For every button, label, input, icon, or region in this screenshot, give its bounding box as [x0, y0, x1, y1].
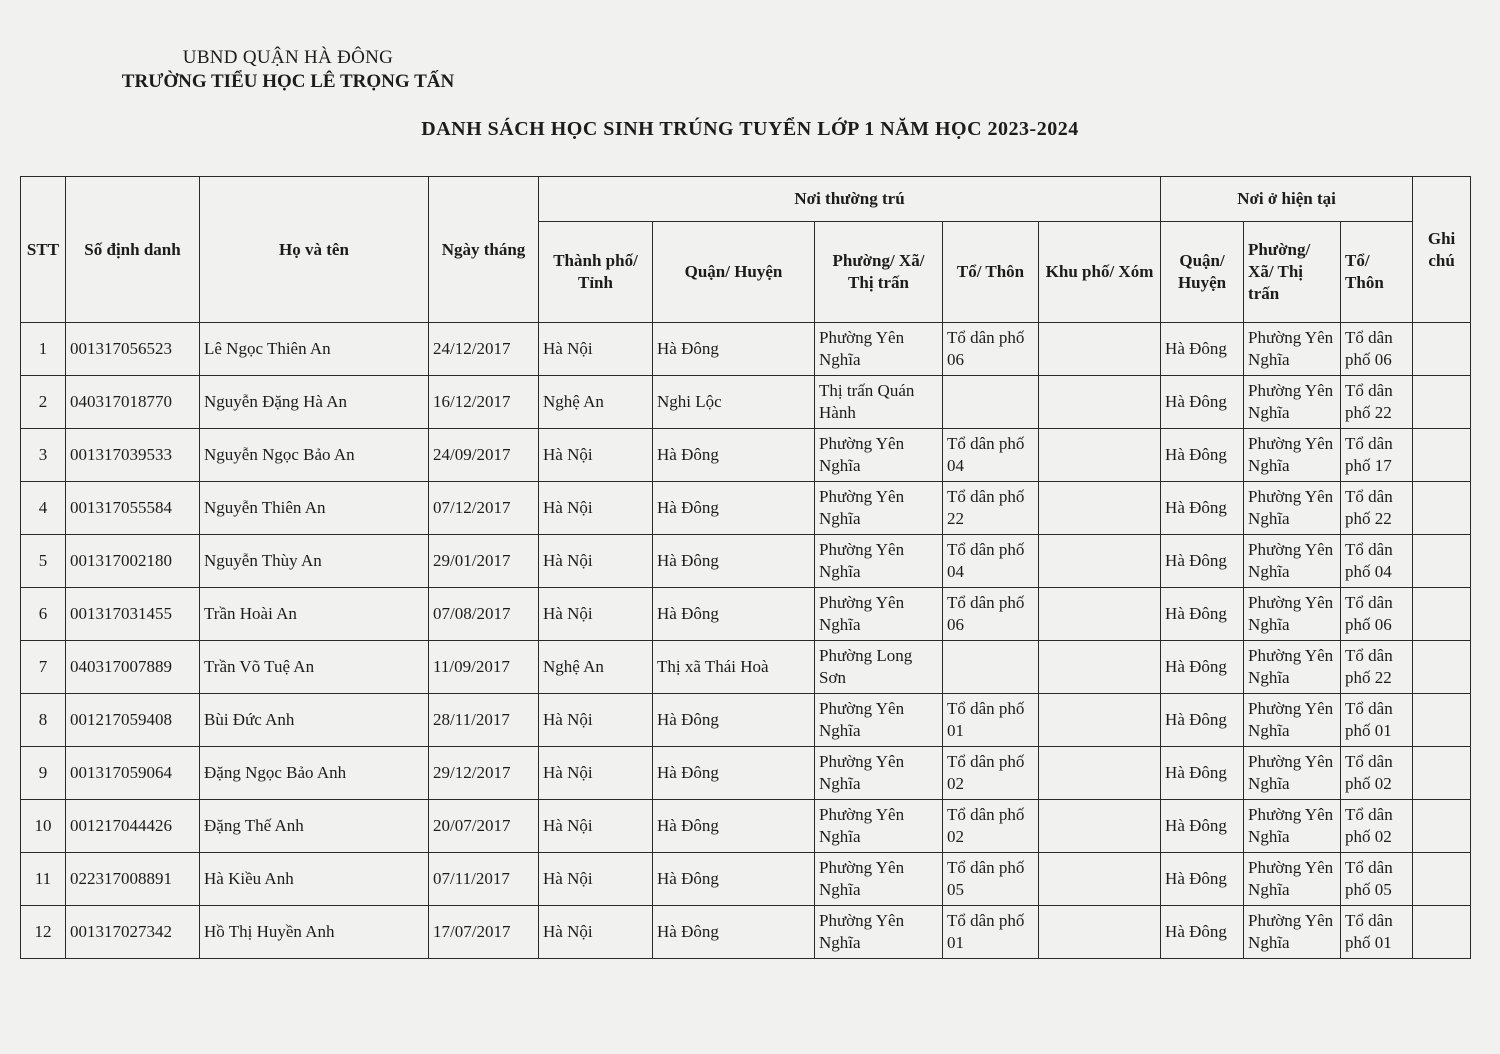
- agency-line-1: UBND QUẬN HÀ ĐÔNG: [182, 47, 394, 68]
- cell-cur-group: Tổ dân phố 22: [1341, 482, 1413, 535]
- cell-cur-district: Hà Đông: [1161, 906, 1244, 959]
- cell-district: Nghi Lộc: [653, 376, 815, 429]
- cell-cur-group: Tổ dân phố 02: [1341, 800, 1413, 853]
- cell-area: [1039, 641, 1161, 694]
- cell-id: 022317008891: [66, 853, 200, 906]
- cell-district: Thị xã Thái Hoà: [653, 641, 815, 694]
- cell-ward: Phường Yên Nghĩa: [815, 323, 943, 376]
- table-row: [21, 747, 1471, 800]
- table-row: [21, 535, 1471, 588]
- cell-city: Hà Nội: [539, 323, 653, 376]
- col-group-current: Nơi ở hiện tại: [1161, 177, 1413, 222]
- cell-group: Tổ dân phố 01: [943, 694, 1039, 747]
- cell-note: [1413, 747, 1471, 800]
- cell-cur-group: Tổ dân phố 04: [1341, 535, 1413, 588]
- cell-cur-group: Tổ dân phố 01: [1341, 694, 1413, 747]
- cell-note: [1413, 641, 1471, 694]
- table-row: [21, 694, 1471, 747]
- cell-cur-group: Tổ dân phố 22: [1341, 376, 1413, 429]
- cell-city: Hà Nội: [539, 853, 653, 906]
- agency-line-2: TRƯỜNG TIỂU HỌC LÊ TRỌNG TẤN: [121, 71, 455, 92]
- table-row: [21, 429, 1471, 482]
- cell-district: Hà Đông: [653, 694, 815, 747]
- cell-district: Hà Đông: [653, 482, 815, 535]
- cell-dob: 29/12/2017: [429, 747, 539, 800]
- cell-note: [1413, 429, 1471, 482]
- cell-note: [1413, 482, 1471, 535]
- cell-cur-district: Hà Đông: [1161, 429, 1244, 482]
- cell-ward: Thị trấn Quán Hành: [815, 376, 943, 429]
- cell-dob: 20/07/2017: [429, 800, 539, 853]
- cell-stt: 2: [21, 376, 66, 429]
- cell-name: Nguyễn Ngọc Bảo An: [200, 429, 429, 482]
- cell-name: Trần Võ Tuệ An: [200, 641, 429, 694]
- cell-cur-district: Hà Đông: [1161, 323, 1244, 376]
- cell-cur-district: Hà Đông: [1161, 535, 1244, 588]
- cell-cur-district: Hà Đông: [1161, 482, 1244, 535]
- cell-district: Hà Đông: [653, 323, 815, 376]
- col-stt: STT: [21, 177, 66, 323]
- cell-ward: Phường Long Sơn: [815, 641, 943, 694]
- cell-ward: Phường Yên Nghĩa: [815, 588, 943, 641]
- document-title: DANH SÁCH HỌC SINH TRÚNG TUYỂN LỚP 1 NĂM HỌC 2023-2024: [421, 118, 1079, 140]
- cell-district: Hà Đông: [653, 853, 815, 906]
- cell-ward: Phường Yên Nghĩa: [815, 747, 943, 800]
- cell-ward: Phường Yên Nghĩa: [815, 429, 943, 482]
- col-cur-ward: Phường/ Xã/ Thị trấn: [1244, 222, 1341, 323]
- cell-dob: 07/12/2017: [429, 482, 539, 535]
- cell-id: 001317059064: [66, 747, 200, 800]
- cell-name: Lê Ngọc Thiên An: [200, 323, 429, 376]
- cell-note: [1413, 588, 1471, 641]
- cell-group: Tổ dân phố 04: [943, 535, 1039, 588]
- cell-district: Hà Đông: [653, 535, 815, 588]
- table-row: [21, 588, 1471, 641]
- cell-cur-group: Tổ dân phố 05: [1341, 853, 1413, 906]
- cell-cur-district: Hà Đông: [1161, 694, 1244, 747]
- cell-id: 001317002180: [66, 535, 200, 588]
- cell-dob: 24/12/2017: [429, 323, 539, 376]
- cell-name: Bùi Đức Anh: [200, 694, 429, 747]
- cell-id: 001217044426: [66, 800, 200, 853]
- student-rows: [21, 323, 1471, 959]
- col-area: Khu phố/ Xóm: [1039, 222, 1161, 323]
- cell-ward: Phường Yên Nghĩa: [815, 694, 943, 747]
- cell-name: Hà Kiều Anh: [200, 853, 429, 906]
- cell-area: [1039, 747, 1161, 800]
- col-cur-district: Quận/ Huyện: [1161, 222, 1244, 323]
- cell-cur-ward: Phường Yên Nghĩa: [1244, 853, 1341, 906]
- agency-header: [108, 46, 468, 94]
- cell-group: Tổ dân phố 04: [943, 429, 1039, 482]
- cell-city: Nghệ An: [539, 641, 653, 694]
- cell-dob: 07/11/2017: [429, 853, 539, 906]
- cell-dob: 16/12/2017: [429, 376, 539, 429]
- cell-city: Hà Nội: [539, 747, 653, 800]
- table-row: [21, 853, 1471, 906]
- cell-cur-ward: Phường Yên Nghĩa: [1244, 535, 1341, 588]
- cell-cur-ward: Phường Yên Nghĩa: [1244, 323, 1341, 376]
- table-row: [21, 482, 1471, 535]
- cell-city: Nghệ An: [539, 376, 653, 429]
- cell-note: [1413, 376, 1471, 429]
- cell-area: [1039, 376, 1161, 429]
- col-district: Quận/ Huyện: [653, 222, 815, 323]
- cell-stt: 3: [21, 429, 66, 482]
- cell-name: Đặng Thế Anh: [200, 800, 429, 853]
- cell-group: Tổ dân phố 02: [943, 800, 1039, 853]
- cell-group: [943, 376, 1039, 429]
- col-cur-group: Tổ/ Thôn: [1341, 222, 1413, 323]
- cell-id: 001317027342: [66, 906, 200, 959]
- cell-area: [1039, 800, 1161, 853]
- cell-city: Hà Nội: [539, 535, 653, 588]
- cell-area: [1039, 429, 1161, 482]
- cell-cur-ward: Phường Yên Nghĩa: [1244, 588, 1341, 641]
- cell-note: [1413, 853, 1471, 906]
- cell-stt: 4: [21, 482, 66, 535]
- cell-id: 040317018770: [66, 376, 200, 429]
- cell-cur-group: Tổ dân phố 22: [1341, 641, 1413, 694]
- cell-group: Tổ dân phố 06: [943, 323, 1039, 376]
- cell-cur-group: Tổ dân phố 06: [1341, 323, 1413, 376]
- cell-note: [1413, 535, 1471, 588]
- cell-cur-ward: Phường Yên Nghĩa: [1244, 429, 1341, 482]
- cell-ward: Phường Yên Nghĩa: [815, 800, 943, 853]
- cell-dob: 24/09/2017: [429, 429, 539, 482]
- cell-stt: 6: [21, 588, 66, 641]
- cell-id: 001217059408: [66, 694, 200, 747]
- cell-ward: Phường Yên Nghĩa: [815, 853, 943, 906]
- cell-cur-district: Hà Đông: [1161, 641, 1244, 694]
- col-note: Ghi chú: [1413, 177, 1471, 323]
- cell-name: Nguyễn Thiên An: [200, 482, 429, 535]
- cell-name: Trần Hoài An: [200, 588, 429, 641]
- cell-cur-district: Hà Đông: [1161, 853, 1244, 906]
- cell-id: 001317039533: [66, 429, 200, 482]
- table-row: [21, 906, 1471, 959]
- cell-area: [1039, 588, 1161, 641]
- cell-district: Hà Đông: [653, 588, 815, 641]
- cell-stt: 9: [21, 747, 66, 800]
- cell-cur-ward: Phường Yên Nghĩa: [1244, 906, 1341, 959]
- cell-area: [1039, 906, 1161, 959]
- cell-cur-ward: Phường Yên Nghĩa: [1244, 694, 1341, 747]
- cell-name: Nguyễn Thùy An: [200, 535, 429, 588]
- cell-id: 040317007889: [66, 641, 200, 694]
- cell-id: 001317055584: [66, 482, 200, 535]
- cell-city: Hà Nội: [539, 588, 653, 641]
- cell-note: [1413, 694, 1471, 747]
- cell-group: Tổ dân phố 06: [943, 588, 1039, 641]
- cell-id: 001317031455: [66, 588, 200, 641]
- col-dob: Ngày tháng: [429, 177, 539, 323]
- cell-group: Tổ dân phố 02: [943, 747, 1039, 800]
- cell-note: [1413, 323, 1471, 376]
- cell-cur-group: Tổ dân phố 06: [1341, 588, 1413, 641]
- cell-area: [1039, 482, 1161, 535]
- col-city: Thành phố/ Tỉnh: [539, 222, 653, 323]
- cell-cur-district: Hà Đông: [1161, 588, 1244, 641]
- cell-area: [1039, 694, 1161, 747]
- col-group: Tổ/ Thôn: [943, 222, 1039, 323]
- table-row: [21, 376, 1471, 429]
- col-name: Họ và tên: [200, 177, 429, 323]
- cell-area: [1039, 323, 1161, 376]
- cell-name: Hồ Thị Huyền Anh: [200, 906, 429, 959]
- cell-name: Đặng Ngọc Bảo Anh: [200, 747, 429, 800]
- cell-cur-group: Tổ dân phố 17: [1341, 429, 1413, 482]
- cell-district: Hà Đông: [653, 429, 815, 482]
- table-row: [21, 323, 1471, 376]
- col-ward: Phường/ Xã/ Thị trấn: [815, 222, 943, 323]
- cell-city: Hà Nội: [539, 694, 653, 747]
- cell-cur-ward: Phường Yên Nghĩa: [1244, 376, 1341, 429]
- cell-district: Hà Đông: [653, 906, 815, 959]
- cell-group: Tổ dân phố 05: [943, 853, 1039, 906]
- cell-stt: 10: [21, 800, 66, 853]
- col-group-permanent: Nơi thường trú: [539, 177, 1161, 222]
- cell-dob: 17/07/2017: [429, 906, 539, 959]
- cell-ward: Phường Yên Nghĩa: [815, 906, 943, 959]
- table-row: [21, 800, 1471, 853]
- cell-id: 001317056523: [66, 323, 200, 376]
- cell-district: Hà Đông: [653, 800, 815, 853]
- cell-stt: 12: [21, 906, 66, 959]
- cell-cur-ward: Phường Yên Nghĩa: [1244, 641, 1341, 694]
- cell-stt: 7: [21, 641, 66, 694]
- cell-dob: 28/11/2017: [429, 694, 539, 747]
- cell-stt: 8: [21, 694, 66, 747]
- cell-group: Tổ dân phố 01: [943, 906, 1039, 959]
- cell-cur-ward: Phường Yên Nghĩa: [1244, 747, 1341, 800]
- cell-stt: 5: [21, 535, 66, 588]
- cell-cur-district: Hà Đông: [1161, 376, 1244, 429]
- cell-city: Hà Nội: [539, 429, 653, 482]
- student-table: [20, 176, 1471, 959]
- cell-city: Hà Nội: [539, 482, 653, 535]
- table-row: [21, 641, 1471, 694]
- cell-area: [1039, 535, 1161, 588]
- cell-cur-district: Hà Đông: [1161, 800, 1244, 853]
- cell-dob: 29/01/2017: [429, 535, 539, 588]
- cell-area: [1039, 853, 1161, 906]
- cell-stt: 11: [21, 853, 66, 906]
- cell-city: Hà Nội: [539, 906, 653, 959]
- cell-city: Hà Nội: [539, 800, 653, 853]
- cell-dob: 11/09/2017: [429, 641, 539, 694]
- cell-group: [943, 641, 1039, 694]
- cell-cur-group: Tổ dân phố 02: [1341, 747, 1413, 800]
- cell-name: Nguyễn Đặng Hà An: [200, 376, 429, 429]
- cell-cur-district: Hà Đông: [1161, 747, 1244, 800]
- cell-note: [1413, 906, 1471, 959]
- col-id: Số định danh: [66, 177, 200, 323]
- cell-group: Tổ dân phố 22: [943, 482, 1039, 535]
- cell-ward: Phường Yên Nghĩa: [815, 482, 943, 535]
- cell-cur-group: Tổ dân phố 01: [1341, 906, 1413, 959]
- cell-cur-ward: Phường Yên Nghĩa: [1244, 482, 1341, 535]
- cell-cur-ward: Phường Yên Nghĩa: [1244, 800, 1341, 853]
- cell-note: [1413, 800, 1471, 853]
- cell-dob: 07/08/2017: [429, 588, 539, 641]
- cell-ward: Phường Yên Nghĩa: [815, 535, 943, 588]
- cell-district: Hà Đông: [653, 747, 815, 800]
- cell-stt: 1: [21, 323, 66, 376]
